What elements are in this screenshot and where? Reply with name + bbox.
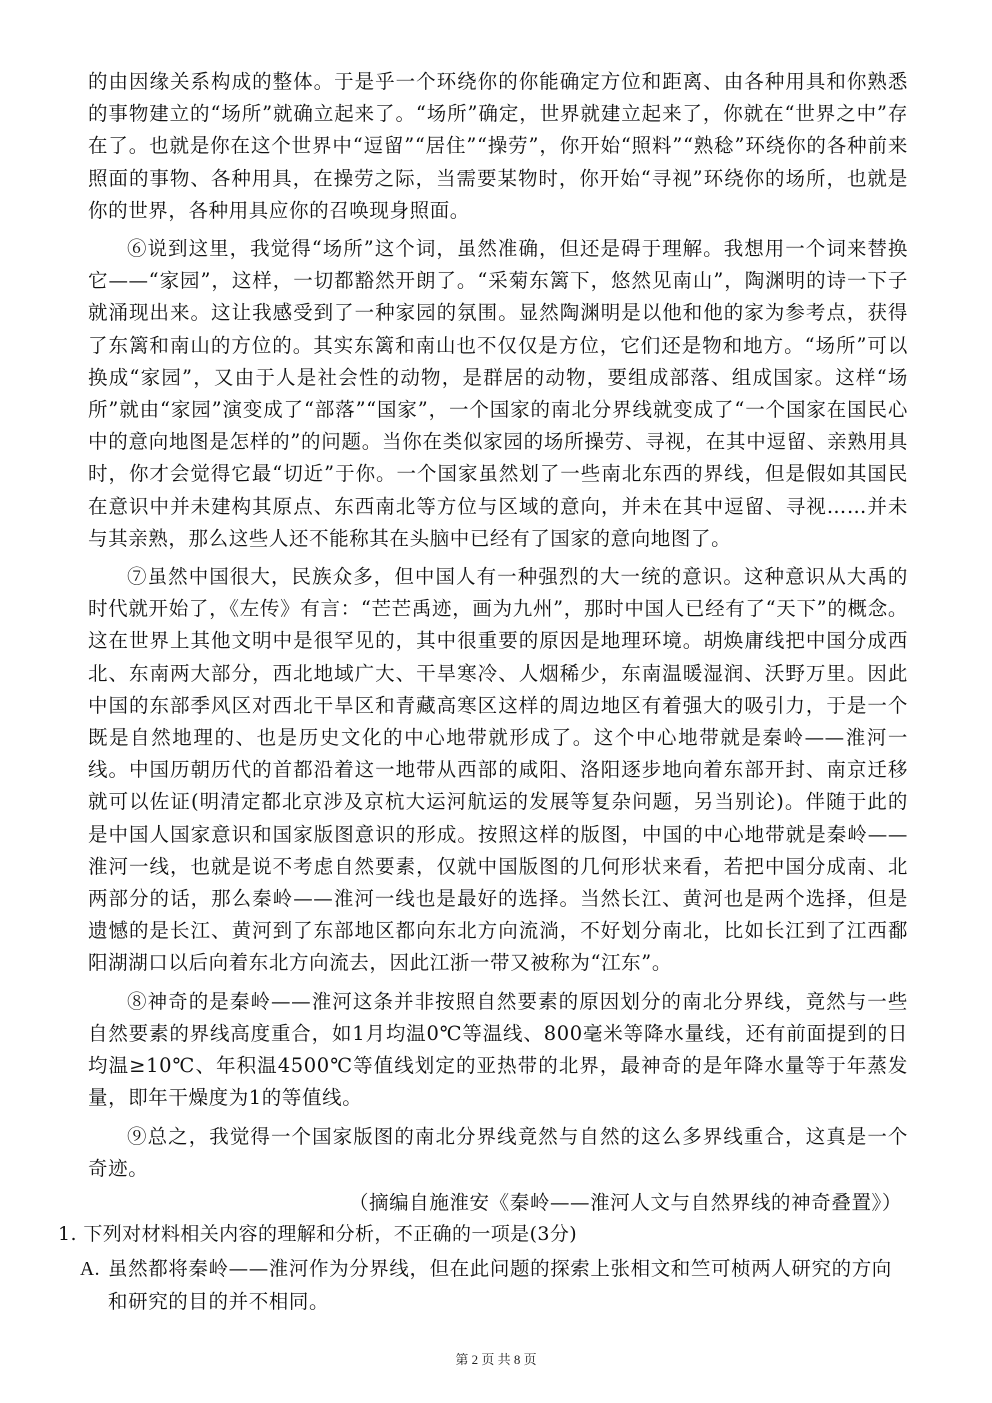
paragraph-6: ⑥说到这里，我觉得“场所”这个词，虽然准确，但还是碍于理解。我想用一个词来替换它——“家园”，这样，一切都豁然开朗了。“采菊东篱下，悠然见南山”，陶渊明的诗一下子就涌现出来。这让我感受到了一种家园的氛围。显然陶渊明是以他和他的家为参考点，获得了东篱和南山的方位的。其实东篱和南山也不仅仅是方位，它们还是物和地方。“场所”可以换成“家园”，又由于人是社会性的动物，是群居的动物，要组成部落、组成国家。这样“场所”就由“家园”演变成了“部落”“国家”，一个国家的南北分界线就变成了“一个国家在国民心中的意向地图是怎样的”的问题。当你在类似家园的场所操劳、寻视，在其中逗留、亲熟用具时，你才会觉得它最“切近”于你。一个国家虽然划了一些南北东西的界线，但是假如其国民在意识中并未建构其原点、东西南北等方位与区域的意向，并未在其中逗留、寻视……并未与其亲熟，那么这些人还不能称其在头脑中已经有了国家的意向地图了。	[88, 237, 908, 550]
paragraph-8: ⑧神奇的是秦岭——淮河这条并非按照自然要素的原因划分的南北分界线，竟然与一些自然要素的界线高度重合，如1月均温0℃等温线、800毫米等降水量线，还有前面提到的日均温≥10℃、年积温4500℃等值线划定的亚热带的北界，最神奇的是年降水量等于年蒸发量，即年干燥度为1的等值线。	[88, 989, 908, 1110]
source-citation: （摘编自施淮安《秦岭——淮河人文与自然界线的神奇叠置》）	[348, 1190, 902, 1214]
paragraph-9: ⑨总之，我觉得一个国家版图的南北分界线竟然与自然的这么多界线重合，这真是一个奇迹。	[88, 1124, 908, 1180]
option-a-text: 虽然都将秦岭——淮河作为分界线，但在此问题的探索上张相文和竺可桢两人研究的方向和研究的目的并不相同。	[108, 1256, 892, 1313]
question-stem: 1. 下列对材料相关内容的理解和分析，不正确的一项是(3分)	[58, 1222, 578, 1245]
document-page	[58, 66, 908, 1318]
option-a	[80, 1253, 908, 1318]
paragraph-continued: 的由因缘关系构成的整体。于是乎一个环绕你的你能确定方位和距离、由各种用具和你熟悉的事物建立的“场所”就确立起来了。“场所”确定，世界就建立起来了，你就在“世界之中”存在了。也就是你在这个世界中“逗留”“居住”“操劳”，你开始“照料”“熟稔”环绕你的各种前来照面的事物、各种用具，在操劳之际，当需要某物时，你开始“寻视”环绕你的场所，也就是你的世界，各种用具应你的召唤现身照面。	[88, 70, 908, 222]
option-a-letter: A.	[80, 1258, 101, 1280]
paragraph-7: ⑦虽然中国很大，民族众多，但中国人有一种强烈的大一统的意识。这种意识从大禹的时代就开始了，《左传》有言：“芒芒禹迹，画为九州”，那时中国人已经有了“天下”的概念。这在世界上其他文明中是很罕见的，其中很重要的原因是地理环境。胡焕庸线把中国分成西北、东南两大部分，西北地域广大、干旱寒冷、人烟稀少，东南温暖湿润、沃野万里。因此中国的东部季风区对西北干旱区和青藏高寒区这样的周边地区有着强大的吸引力，于是一个既是自然地理的、也是历史文化的中心地带就形成了。这个中心地带就是秦岭——淮河一线。中国历朝历代的首都沿着这一地带从西部的咸阳、洛阳逐步地向着东部开封、南京迁移就可以佐证(明清定都北京涉及京杭大运河航运的发展等复杂问题，另当别论)。伴随于此的是中国人国家意识和国家版图意识的形成。按照这样的版图，中国的中心地带就是秦岭——淮河一线，也就是说不考虑自然要素，仅就中国版图的几何形状来看，若把中国分成南、北两部分的话，那么秦岭——淮河一线也是最好的选择。当然长江、黄河也是两个选择，但是遗憾的是长江、黄河到了东部地区都向东北方向流淌，不好划分南北，比如长江到了江西鄱阳湖湖口以后向着东北方向流去，因此江浙一带又被称为“江东”。	[88, 565, 908, 975]
page-footer: 第 2 页 共 8 页	[455, 1352, 537, 1367]
